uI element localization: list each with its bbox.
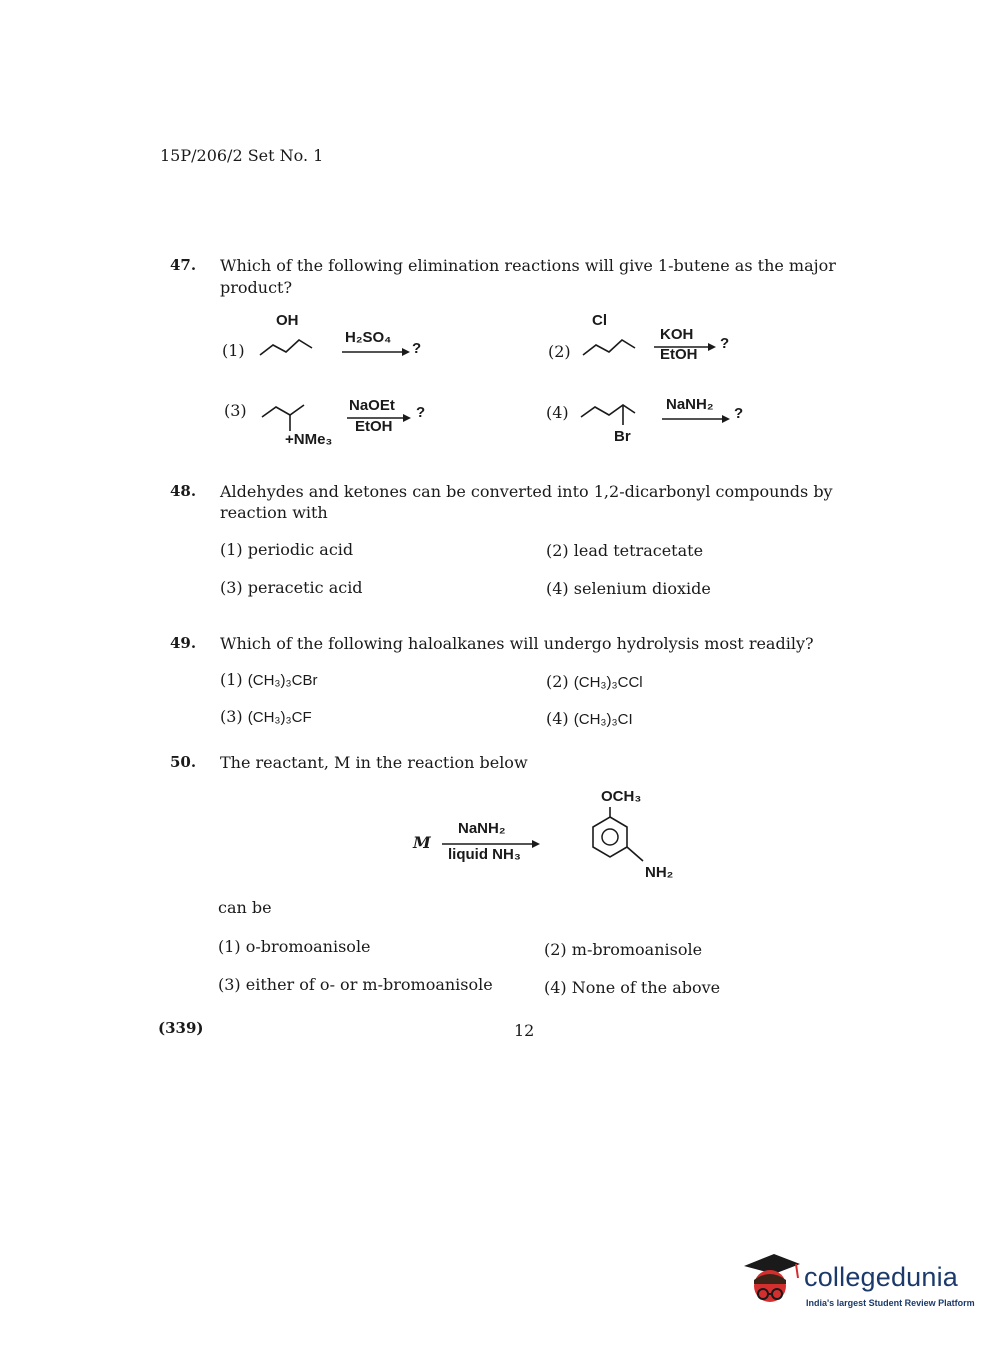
q47-opt2-group: Cl <box>592 312 607 329</box>
q49-opt1 <box>220 670 317 689</box>
page-number: 12 <box>514 1021 535 1040</box>
q50-substituent-top: OCH₃ <box>601 788 642 805</box>
q47-opt3-reagent-top: NaOEt <box>349 397 395 414</box>
q50-substituent-bottom: NH₂ <box>645 864 674 881</box>
q50-opt1-text: o-bromoanisole <box>245 937 371 956</box>
q47-text-line1: Which of the following elimination reactions will give 1-butene as the major <box>220 256 836 275</box>
q47-opt3-group: +NMe₃ <box>285 431 333 448</box>
q49-opt2-text: (CH₃)₃CCl <box>573 674 643 691</box>
q49-opt4-number: (4) <box>546 709 569 728</box>
q47-opt1-arrow <box>340 347 412 357</box>
q47-opt4-number: (4) <box>546 403 569 422</box>
q50-opt4-text: None of the above <box>571 978 721 997</box>
q47-opt2-product: ? <box>720 335 730 352</box>
q48-opt3-text: peracetic acid <box>247 578 363 597</box>
q50-opt3 <box>218 975 493 994</box>
q47-opt4-arrow <box>660 414 732 424</box>
q48-opt4-number: (4) <box>546 579 569 598</box>
q50-reactant: M <box>413 833 431 852</box>
q47-opt1-group: OH <box>276 312 299 329</box>
brand-name: collegedunia <box>804 1262 959 1292</box>
q49-opt3-text: (CH₃)₃CF <box>247 709 312 726</box>
q47-text-line2: product? <box>220 278 293 297</box>
brand-tagline: India's largest Student Review Platform <box>806 1298 975 1308</box>
q50-text: The reactant, M in the reaction below <box>220 753 528 772</box>
q47-opt4-reagent: NaNH₂ <box>666 396 714 413</box>
q48-opt4-text: selenium dioxide <box>573 579 711 598</box>
q47-opt4-group: Br <box>614 428 631 445</box>
q47-opt3-number: (3) <box>224 401 247 420</box>
q50-opt2-text: m-bromoanisole <box>571 940 703 959</box>
q50-opt2 <box>544 940 702 959</box>
q50-opt4 <box>544 978 720 997</box>
q47-opt3-structure <box>258 395 328 435</box>
q47-opt1-reagent: H₂SO₄ <box>345 329 392 346</box>
q49-opt3-number: (3) <box>220 707 243 726</box>
q47-opt2-structure <box>578 310 648 360</box>
q49-opt1-number: (1) <box>220 670 243 689</box>
q50-stem-end: can be <box>218 898 272 917</box>
q49-opt1-text: (CH₃)₃CBr <box>247 672 318 689</box>
q47-opt3-product: ? <box>416 404 426 421</box>
q48-opt3-number: (3) <box>220 578 243 597</box>
q47-number: 47. <box>170 256 197 274</box>
q47-opt1-product: ? <box>412 340 422 357</box>
q48-text-line1: Aldehydes and ketones can be converted into 1,2-dicarbonyl compounds by <box>220 482 833 501</box>
q48-opt4 <box>546 579 711 598</box>
header-code: 15P/206/2 Set No. 1 <box>160 146 324 165</box>
q50-opt1 <box>218 937 371 956</box>
q48-opt3 <box>220 578 363 597</box>
q48-opt2-text: lead tetracetate <box>573 541 704 560</box>
q48-opt1 <box>220 540 353 559</box>
q50-opt3-number: (3) <box>218 975 241 994</box>
q50-opt4-number: (4) <box>544 978 567 997</box>
q48-number: 48. <box>170 482 197 500</box>
q47-opt1-number: (1) <box>222 341 245 360</box>
q50-number: 50. <box>170 753 197 771</box>
q48-opt2-number: (2) <box>546 541 569 560</box>
q47-opt4-structure <box>577 395 647 435</box>
q48-text-line2: reaction with <box>220 503 328 522</box>
q49-opt4 <box>546 709 633 728</box>
q49-number: 49. <box>170 634 197 652</box>
collegedunia-logo-icon <box>740 1250 802 1312</box>
footer-code: (339) <box>158 1019 204 1037</box>
q47-opt2-number: (2) <box>548 342 571 361</box>
q50-reagent-top: NaNH₂ <box>458 820 506 837</box>
q49-text: Which of the following haloalkanes will undergo hydrolysis most readily? <box>220 634 814 653</box>
q50-opt1-number: (1) <box>218 937 241 956</box>
q47-opt4-product: ? <box>734 405 744 422</box>
q49-opt2-number: (2) <box>546 672 569 691</box>
q49-opt3 <box>220 707 312 726</box>
q48-opt1-text: periodic acid <box>247 540 354 559</box>
q47-opt2-reagent-top: KOH <box>660 326 694 343</box>
q48-opt1-number: (1) <box>220 540 243 559</box>
q50-opt3-text: either of o- or m-bromoanisole <box>245 975 493 994</box>
q49-opt2 <box>546 672 643 691</box>
q49-opt4-text: (CH₃)₃CI <box>573 711 633 728</box>
q50-opt2-number: (2) <box>544 940 567 959</box>
q47-opt3-reagent-bottom: EtOH <box>355 418 393 435</box>
q47-opt2-reagent-bottom: EtOH <box>660 346 698 363</box>
q50-reagent-bottom: liquid NH₃ <box>448 846 521 863</box>
q48-opt2 <box>546 541 703 560</box>
